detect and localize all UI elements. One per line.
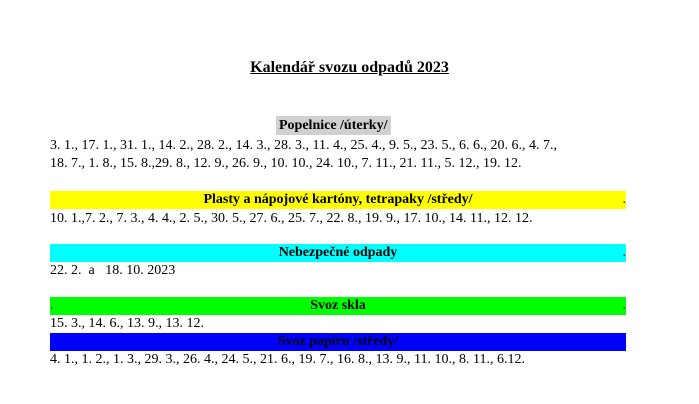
section-band-sklo bbox=[50, 297, 626, 315]
section-heading-plasty: Plasty a nápojové kartóny, tetrapaky /středy/ bbox=[203, 192, 473, 207]
page-title: Kalendář svozu odpadů 2023 bbox=[250, 59, 449, 76]
section-band-nebezpecne bbox=[50, 244, 626, 262]
dates-papir-line-1: 4. 1., 1. 2., 1. 3., 29. 3., 26. 4., 24. 5., 21. 6., 19. 7., 16. 8., 13. 9., 11. 10., 8. 11., 6.12. bbox=[50, 352, 525, 367]
dates-plasty-line-1: 10. 1.,7. 2., 7. 3., 4. 4., 2. 5., 30. 5., 27. 6., 25. 7., 22. 8., 19. 9., 17. 10., 14. 11., 12. 12. bbox=[50, 211, 533, 226]
section-band-papir bbox=[50, 333, 626, 351]
dates-popelnice-line-2: 18. 7., 1. 8., 15. 8.,29. 8., 12. 9., 26. 9., 10. 10., 24. 10., 7. 11., 21. 11., 5. 12., 19. 12. bbox=[50, 156, 522, 171]
band-trailing-mark: . bbox=[622, 192, 626, 207]
band-trailing-mark: . bbox=[622, 245, 626, 260]
section-heading-nebezpecne: Nebezpečné odpady bbox=[278, 245, 398, 260]
band-trailing-mark: . bbox=[622, 298, 626, 313]
band-leading-mark: . bbox=[50, 298, 54, 313]
section-heading-papir: Svoz papíru /středy/ bbox=[277, 334, 399, 349]
section-heading-sklo: Svoz skla bbox=[310, 298, 366, 313]
dates-nebezpecne-line-1: 22. 2. a 18. 10. 2023 bbox=[50, 263, 176, 278]
section-heading-popelnice: Popelnice /úterky/ bbox=[276, 116, 391, 135]
section-band-plasty bbox=[50, 191, 626, 209]
dates-popelnice-line-1: 3. 1., 17. 1., 31. 1., 14. 2., 28. 2., 14. 3., 28. 3., 11. 4., 25. 4., 9. 5., 23. 5., 6. 6., 20. 6., 4. 7., bbox=[50, 138, 557, 153]
dates-sklo-line-1: 15. 3., 14. 6., 13. 9., 13. 12. bbox=[50, 316, 204, 331]
